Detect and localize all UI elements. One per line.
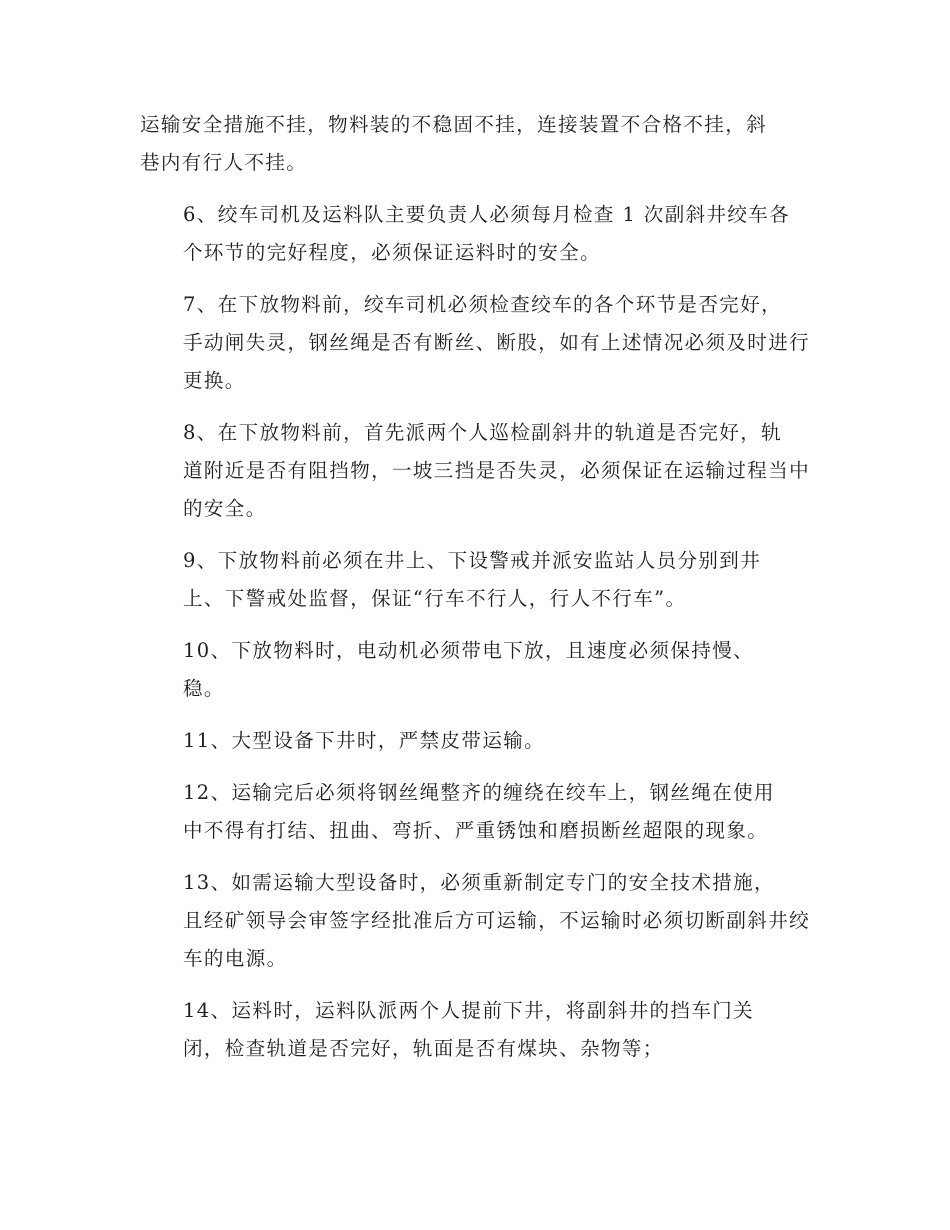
text-line: 的安全。 [183,497,267,520]
text-line: 中不得有打结、扭曲、弯折、严重锈蚀和磨损断丝超限的现象。 [183,819,769,842]
paragraph-item-13 [140,864,810,978]
text-line: 道附近是否有阻挡物，一坡三挡是否失灵，必须保证在运输过程当中 [183,459,811,482]
text-line: 车的电源。 [183,947,288,970]
paragraph-item-6 [140,196,810,272]
paragraph-continuation [140,106,810,182]
paragraph-item-14 [140,992,810,1068]
paragraph-item-11 [140,722,810,760]
text-line: 个环节的完好程度，必须保证运料时的安全。 [183,241,602,264]
text-line: 巷内有行人不挂。 [140,151,308,174]
paragraph-item-10 [140,632,810,708]
text-line: 更换。 [183,369,246,392]
paragraph-item-7 [140,286,810,400]
text-line: 运输安全措施不挂，物料装的不稳固不挂，连接装置不合格不挂，斜 [140,113,768,136]
text-line: 11、大型设备下井时，严禁皮带运输。 [183,729,546,752]
paragraph-item-9 [140,542,810,618]
text-line: 7、在下放物料前，绞车司机必须检查绞车的各个环节是否完好， [183,293,783,316]
text-line: 上、下警戒处监督，保证“行车不行人，行人不行车”。 [183,587,687,610]
text-line: 手动闸失灵，钢丝绳是否有断丝、断股，如有上述情况必须及时进行 [183,331,811,354]
text-line: 稳。 [183,677,225,700]
text-line: 13、如需运输大型设备时，必须重新制定专门的安全技术措施， [183,871,775,894]
text-line: 14、运料时，运料队派两个人提前下井，将副斜井的挡车门关 [183,999,755,1022]
text-line: 10、下放物料时，电动机必须带电下放，且速度必须保持慢、 [183,639,755,662]
document-body [140,106,810,1082]
paragraph-item-8 [140,414,810,528]
text-line: 且经矿领导会审签字经批准后方可运输，不运输时必须切断副斜井绞 [183,909,811,932]
text-line: 12、运输完后必须将钢丝绳整齐的缠绕在绞车上，钢丝绳在使用 [183,781,775,804]
text-line: 8、在下放物料前，首先派两个人巡检副斜井的轨道是否完好，轨 [183,421,783,444]
paragraph-item-12 [140,774,810,850]
text-line: 6、绞车司机及运料队主要负责人必须每月检查 1 次副斜井绞车各 [183,203,791,226]
text-line: 闭，检查轨道是否完好，轨面是否有煤块、杂物等； [183,1037,664,1060]
text-line: 9、下放物料前必须在井上、下设警戒并派安监站人员分别到井 [183,549,762,572]
